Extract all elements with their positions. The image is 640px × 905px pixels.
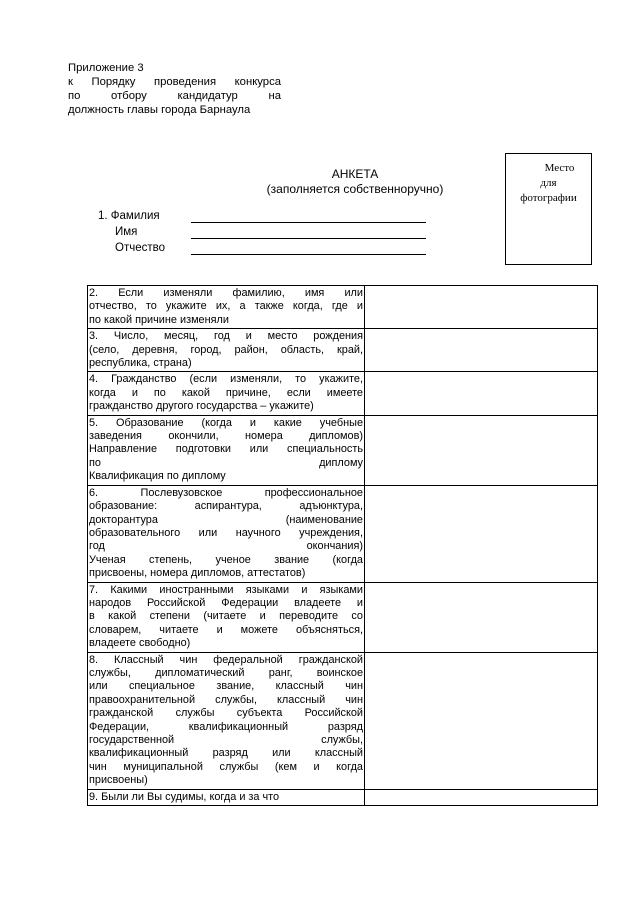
question-row <box>88 652 598 789</box>
name-row <box>98 226 438 242</box>
question-line: службы, дипломатический ранг, воинское <box>89 666 363 679</box>
question-row <box>88 372 598 415</box>
question-row <box>88 286 598 329</box>
answer-field[interactable] <box>365 329 598 372</box>
question-line: образовательного или научного учреждения, <box>89 526 363 539</box>
question-line: год окончания) <box>89 540 363 553</box>
question-line: 7. Какими иностранными языками и языками <box>89 583 363 596</box>
question-text <box>88 329 365 372</box>
question-line: народов Российской Федерации владеете и <box>89 596 363 609</box>
question-line: в какой степени (читаете и переводите со <box>89 610 363 623</box>
question-line: гражданство другого государства – укажите) <box>89 400 314 413</box>
patronymic-label: Отчество <box>115 242 165 254</box>
question-line: 9. Были ли Вы судимы, когда и за что <box>89 790 280 803</box>
question-line: государственной службы, <box>89 734 363 746</box>
question-line: квалификационный разряд или классный <box>89 747 363 760</box>
question-line: правоохранительной службы, классный чин <box>89 693 363 706</box>
question-line: словарем, читаете и можете объясняться, <box>89 623 363 636</box>
question-text <box>88 415 365 485</box>
question-row <box>88 582 598 652</box>
surname-row <box>98 210 438 226</box>
question-line: отчество, то укажите их, а также когда, где и <box>89 300 363 313</box>
answer-field[interactable] <box>365 485 598 582</box>
question-line: Федерации, квалификационный разряд <box>89 720 363 733</box>
question-line: присвоены, номера дипломов, аттестатов) <box>89 567 306 580</box>
question-row <box>88 485 598 582</box>
question-text <box>88 485 365 582</box>
name-label: Имя <box>115 226 138 238</box>
question-line: 2. Если изменяли фамилию, имя или <box>89 287 363 299</box>
question-line: 6. Послевузовское профессиональное <box>89 486 363 499</box>
patronymic-row <box>98 242 438 258</box>
question-line: (село, деревня, город, район, область, край, <box>89 343 363 356</box>
question-line: Ученая степень, ученое звание (когда <box>89 553 363 566</box>
patronymic-field[interactable] <box>191 254 426 255</box>
question-line: 4. Гражданство (если изменяли, то укажите, <box>89 373 363 386</box>
answer-field[interactable] <box>365 652 598 789</box>
question-text <box>88 789 365 805</box>
form-title-subtitle: (заполняется собственноручно) <box>266 182 444 196</box>
question-line: республика, страна) <box>89 357 192 370</box>
answer-field[interactable] <box>365 789 598 805</box>
question-line: чин муниципальной службы (кем и когда <box>89 760 363 773</box>
answer-field[interactable] <box>365 286 598 329</box>
questionnaire-table <box>87 285 598 806</box>
question-row <box>88 415 598 485</box>
photo-label-line: для <box>540 177 557 189</box>
appendix-line: к Порядку проведения конкурса <box>68 76 281 88</box>
appendix-header <box>68 61 281 117</box>
question-line: заведения окончили, номера дипломов) <box>89 430 363 443</box>
name-field[interactable] <box>191 238 426 239</box>
question-line: 3. Число, месяц, год и место рождения <box>89 330 363 343</box>
question-line: 5. Образование (когда и какие учебные <box>89 416 363 429</box>
question-line: или специальное звание, классный чин <box>89 680 363 693</box>
surname-label: 1. Фамилия <box>98 210 160 222</box>
question-line: по какой причине изменяли <box>89 313 229 326</box>
question-text <box>88 652 365 789</box>
question-line: докторантура (наименование <box>89 513 363 526</box>
question-line: Квалификация по диплому <box>89 470 226 483</box>
question-text <box>88 286 365 329</box>
appendix-line: должность главы города Барнаула <box>68 104 251 116</box>
photo-label-line: Место <box>544 162 575 174</box>
answer-field[interactable] <box>365 582 598 652</box>
question-line: присвоены) <box>89 774 148 787</box>
question-line: когда и по какой причине, если имеете <box>89 386 363 399</box>
answer-field[interactable] <box>365 415 598 485</box>
question-line: гражданской службы субъекта Российской <box>89 707 363 720</box>
question-row <box>88 329 598 372</box>
answer-field[interactable] <box>365 372 598 415</box>
name-fields <box>98 210 438 258</box>
form-title <box>200 167 510 197</box>
form-title-main: АНКЕТА <box>331 167 379 181</box>
question-line: по диплому <box>89 456 363 469</box>
question-line: образование: аспирантура, адъюнктура, <box>89 500 363 513</box>
question-line: владеете свободно) <box>89 637 191 650</box>
appendix-line: по отбору кандидатур на <box>68 90 281 102</box>
photo-label-line: фотографии <box>520 192 577 204</box>
question-row <box>88 789 598 805</box>
appendix-line: Приложение 3 <box>68 62 144 74</box>
question-text <box>88 582 365 652</box>
surname-field[interactable] <box>191 222 426 223</box>
question-line: Направление подготовки или специальность <box>89 443 363 456</box>
question-line: 8. Классный чин федеральной гражданской <box>89 653 363 666</box>
photo-placeholder[interactable] <box>505 153 592 265</box>
question-text <box>88 372 365 415</box>
